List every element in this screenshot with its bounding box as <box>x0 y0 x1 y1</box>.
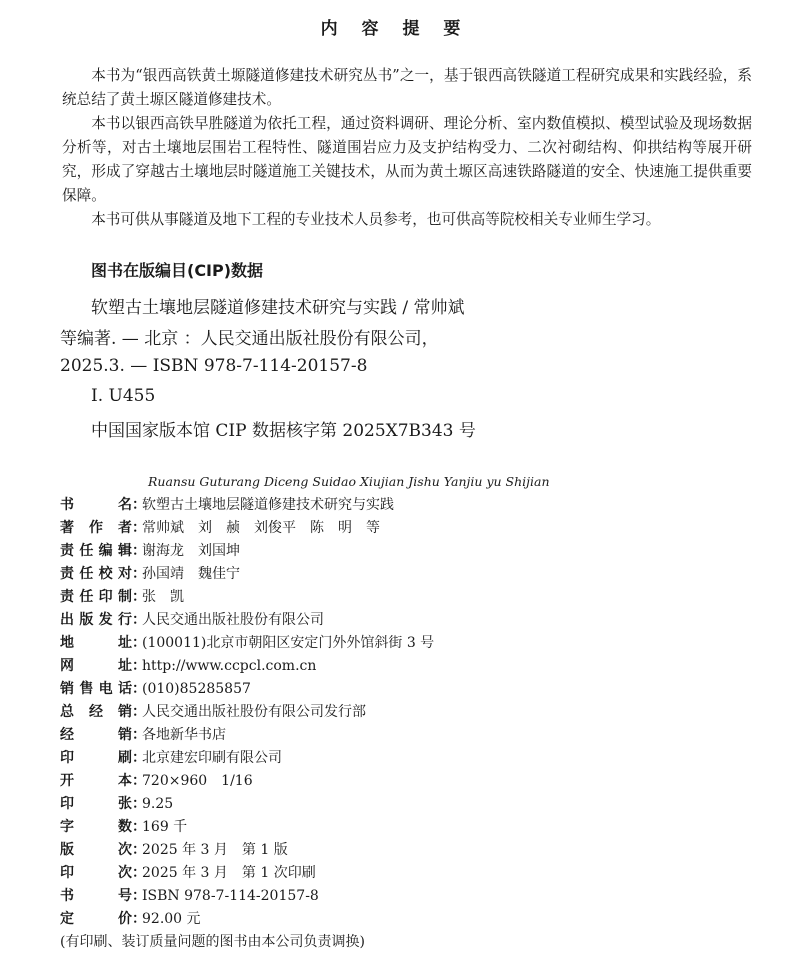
info-value: 人民交通出版社股份有限公司发行部 <box>142 704 366 720</box>
info-colon: ： <box>132 589 146 605</box>
info-row <box>60 494 760 517</box>
info-value: http://www.ccpcl.com.cn <box>142 658 317 674</box>
info-label: 字 数 <box>60 819 132 835</box>
info-row <box>60 540 760 563</box>
info-row <box>60 632 760 655</box>
info-label: 书 名 <box>60 497 132 513</box>
info-value: (010)85285857 <box>142 681 251 697</box>
info-colon: ： <box>132 750 146 766</box>
info-value: 720×960 1/16 <box>142 773 253 789</box>
info-row <box>60 655 760 678</box>
info-colon: ： <box>132 819 146 835</box>
info-label: 定 价 <box>60 911 132 927</box>
info-colon: ： <box>132 566 146 582</box>
info-row <box>60 770 760 793</box>
info-value: 169 千 <box>142 819 188 835</box>
info-label: 印 次 <box>60 865 132 881</box>
info-value: (100011)北京市朝阳区安定门外外馆斜街 3 号 <box>142 635 435 651</box>
abstract-paragraph: 本书可供从事隧道及地下工程的专业技术人员参考，也可供高等院校相关专业师生学习。 <box>91 211 661 228</box>
info-value: 软塑古土壤地层隧道修建技术研究与实践 <box>142 497 394 513</box>
info-row <box>60 517 760 540</box>
info-label: 责 任 编 辑 <box>60 543 132 559</box>
info-colon: ： <box>132 497 146 513</box>
info-label: 印 刷 <box>60 750 132 766</box>
info-row <box>60 678 760 701</box>
info-value: ISBN 978-7-114-20157-8 <box>142 888 319 904</box>
info-value: 张 凯 <box>142 589 184 605</box>
info-value: 孙国靖 魏佳宁 <box>142 566 240 582</box>
quality-notice: (有印刷、装订质量问题的图书由本公司负责调换) <box>60 934 365 950</box>
info-row <box>60 563 760 586</box>
info-label: 印 张 <box>60 796 132 812</box>
abstract <box>62 64 752 232</box>
info-value: 北京建宏印刷有限公司 <box>142 750 282 766</box>
info-value: 9.25 <box>142 796 174 812</box>
info-row <box>60 839 760 862</box>
info-value: 各地新华书店 <box>142 727 226 743</box>
info-label: 出 版 发 行 <box>60 612 132 628</box>
info-colon: ： <box>132 520 146 536</box>
info-colon: ： <box>132 704 146 720</box>
info-colon: ： <box>132 842 146 858</box>
info-colon: ： <box>132 796 146 812</box>
info-value: 92.00 元 <box>142 911 201 927</box>
info-colon: ： <box>132 543 146 559</box>
cip-line: 等编著. — 北京 ：人民交通出版社股份有限公司， <box>60 329 439 349</box>
info-colon: ： <box>132 865 146 881</box>
info-value: 人民交通出版社股份有限公司 <box>142 612 324 628</box>
info-colon: ： <box>132 727 146 743</box>
info-label: 责 任 校 对 <box>60 566 132 582</box>
info-colon: ： <box>132 888 146 904</box>
info-label: 版 次 <box>60 842 132 858</box>
info-row <box>60 908 760 931</box>
info-value: 2025 年 3 月 第 1 次印刷 <box>142 865 316 881</box>
info-row <box>60 862 760 885</box>
info-row <box>60 586 760 609</box>
cip-line: 2025.3. — ISBN 978-7-114-20157-8 <box>60 356 368 376</box>
info-row <box>60 747 760 770</box>
info-row <box>60 816 760 839</box>
cip-line: Ⅰ. U455 <box>91 386 156 406</box>
info-colon: ： <box>132 911 146 927</box>
info-label: 网 址 <box>60 658 132 674</box>
info-label: 经 销 <box>60 727 132 743</box>
info-row <box>60 793 760 816</box>
info-label: 总 经 销 <box>60 704 132 720</box>
abstract-paragraph: 本书以银西高铁早胜隧道为依托工程，通过资料调研、理论分析、室内数值模拟、模型试验及现场数据分析等，对古土壤地层围岩工程特性、隧道围岩应力及支护结构受力、二次衬砌结构、仰拱结构等展开研究，形成了穿越古土壤地层时隧道施工关键技术，从而为黄土塬区高速铁路隧道的安全、快速施工提供重要保障。 <box>62 115 752 204</box>
info-label: 地 址 <box>60 635 132 651</box>
cip-line: 软塑古土壤地层隧道修建技术研究与实践 / 常帅斌 <box>91 298 465 318</box>
page-title: 内 容 提 要 <box>320 19 470 39</box>
info-colon: ： <box>132 658 146 674</box>
info-row <box>60 609 760 632</box>
info-label: 销 售 电 话 <box>60 681 132 697</box>
info-label: 责 任 印 制 <box>60 589 132 605</box>
info-colon: ： <box>132 773 146 789</box>
info-label: 书 号 <box>60 888 132 904</box>
cip-line: 中国国家版本馆 CIP 数据核字第 2025X7B343 号 <box>91 421 476 441</box>
info-colon: ： <box>132 612 146 628</box>
info-label: 著 作 者 <box>60 520 132 536</box>
pinyin-title: Ruansu Guturang Diceng Suidao Xiujian Jishu Yanjiu yu Shijian <box>148 474 550 489</box>
publication-info <box>60 494 760 931</box>
info-row <box>60 885 760 908</box>
info-value: 谢海龙 刘国坤 <box>142 543 240 559</box>
info-value: 2025 年 3 月 第 1 版 <box>142 842 288 858</box>
info-value: 常帅斌 刘 赪 刘俊平 陈 明 等 <box>142 520 380 536</box>
info-row <box>60 701 760 724</box>
info-colon: ： <box>132 635 146 651</box>
info-row <box>60 724 760 747</box>
abstract-paragraph: 本书为“银西高铁黄土塬隧道修建技术研究丛书”之一，基于银西高铁隧道工程研究成果和实践经验，系统总结了黄土塬区隧道修建技术。 <box>62 67 752 108</box>
cip-heading: 图书在版编目(CIP)数据 <box>91 261 264 280</box>
info-colon: ： <box>132 681 146 697</box>
info-label: 开 本 <box>60 773 132 789</box>
